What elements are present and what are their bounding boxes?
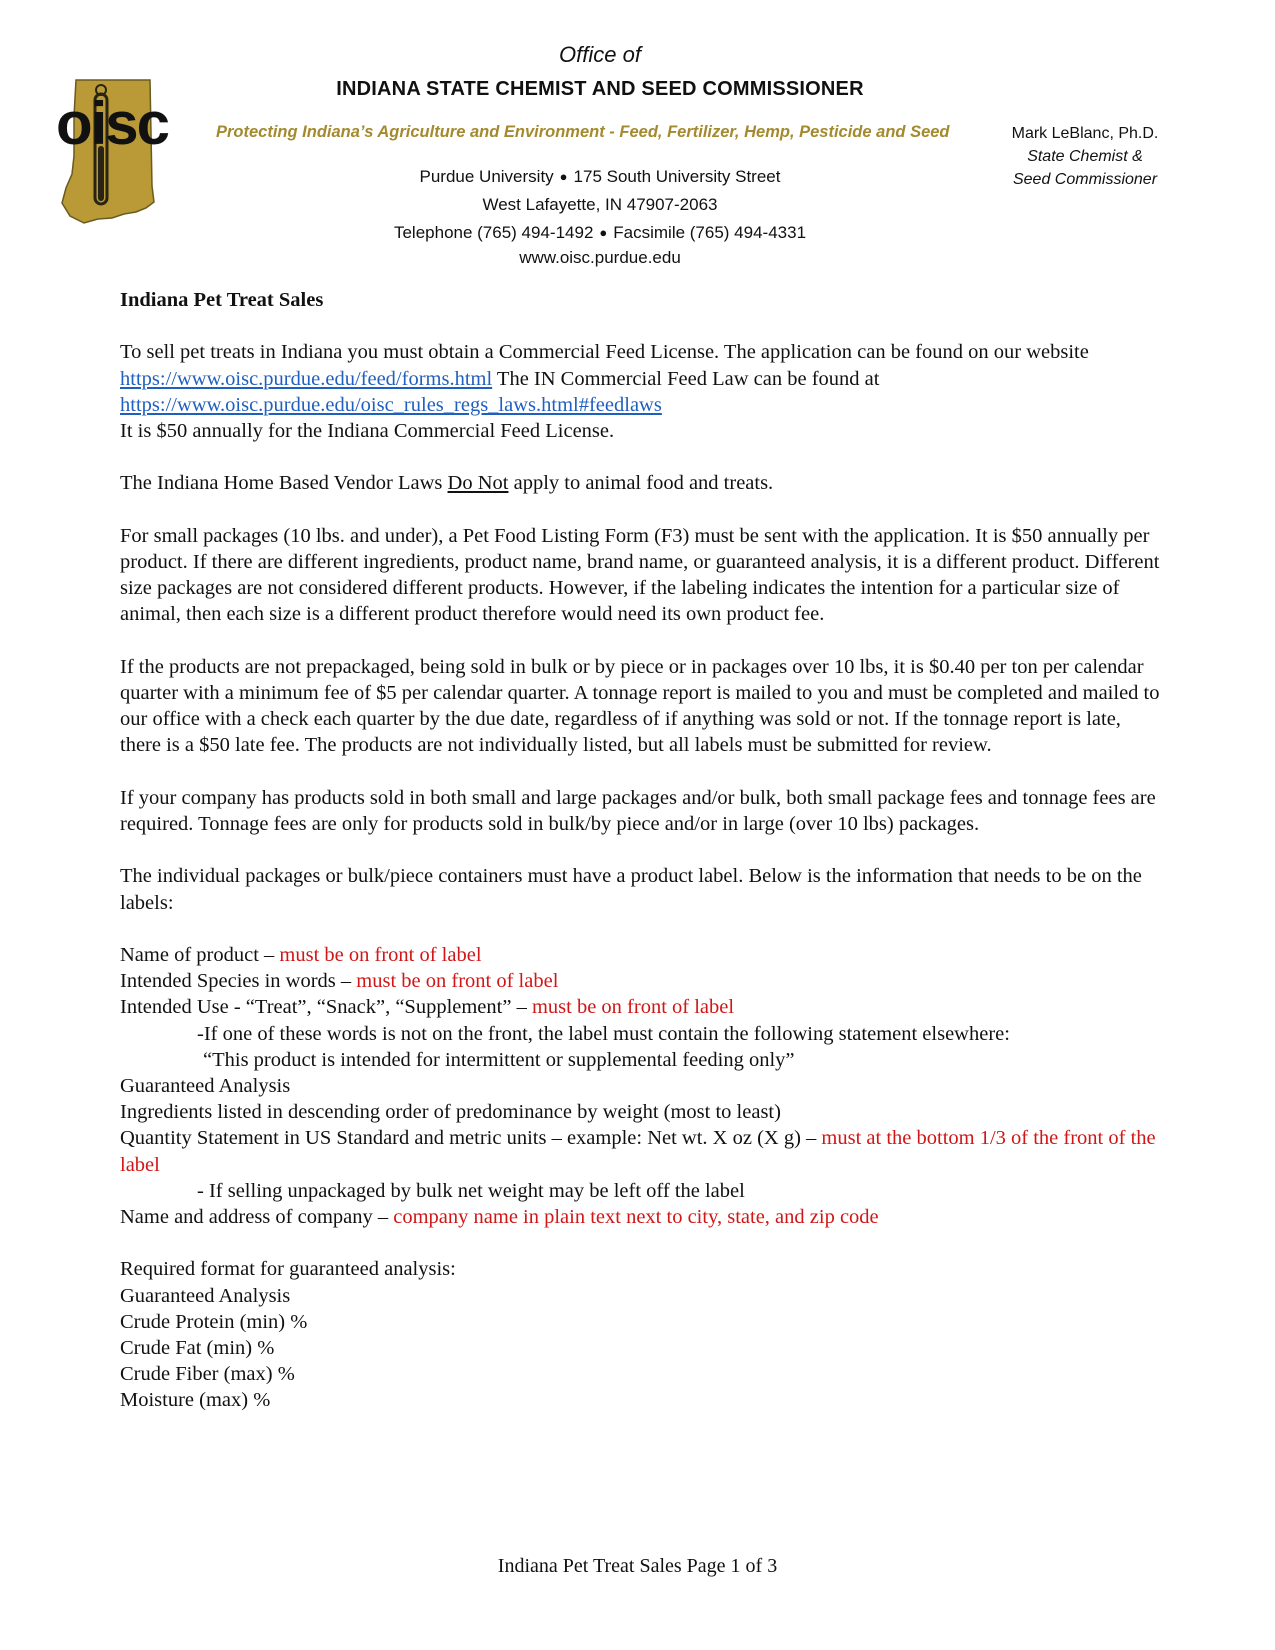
label-item-guaranteed: Guaranteed Analysis [120, 1074, 291, 1097]
item-text: Name and address of company – [120, 1206, 394, 1228]
label-intro-paragraph: The individual packages or bulk/piece containers must have a product label. Below is the information that needs to be on the labels: [120, 865, 1142, 914]
commissioner-name: Mark LeBlanc, Ph.D. [1011, 125, 1159, 142]
label-item-quantity [120, 1125, 1160, 1177]
item-text: Quantity Statement in US Standard and metric units – example: Net wt. X oz (X g) – [120, 1127, 822, 1150]
item-text: Intended Use - “Treat”, “Snack”, “Supplement” – [120, 996, 532, 1019]
commissioner-title-2: Seed Commissioner [1012, 171, 1158, 188]
requirement-text: must be on front of label [356, 970, 559, 993]
requirement-text: must be on front of label [531, 996, 735, 1019]
small-packages-paragraph: For small packages (10 lbs. and under), a Pet Food Listing Form (F3) must be sent with the application. It is $50 annually per product. If there are different ingredients, product name, brand name, or guaranteed analysis, it is a different product. Different size packages are not considered different products. However, if the labeling indicates the intention for a particular size of animal, then each size is a different product therefore would need its own product fee. [120, 524, 1160, 626]
page-footer: Indiana Pet Treat Sales Page 1 of 3 [497, 1555, 778, 1577]
license-fee-text: It is $50 annually for the Indiana Commercial Feed License. [120, 420, 615, 442]
oisc-logo [38, 76, 190, 226]
label-item-ingredients: Ingredients listed in descending order of predominance by weight (most to least) [120, 1101, 781, 1124]
address-city: West Lafayette, IN 47907-2063 [482, 195, 718, 214]
license-paragraph [120, 339, 1160, 444]
label-item-use [120, 994, 1160, 1020]
label-item-species [120, 968, 1160, 994]
facsimile: Facsimile (765) 494-4331 [613, 223, 807, 242]
combined-fees-paragraph: If your company has products sold in both small and large packages and/or bulk, both small package fees and tonnage fees are required. Tonnage fees are only for products sold in bulk/by piece and/or in large (over 10 lbs) packages. [120, 786, 1156, 835]
office-of-heading: Office of [559, 42, 641, 67]
label-use-note-1: -If one of these words is not on the front, the label must contain the following statement elsewhere: [197, 1022, 1010, 1045]
label-quantity-note: - If selling unpackaged by bulk net weight may be left off the label [197, 1179, 745, 1202]
street: 175 South University Street [573, 167, 781, 186]
home-vendor-text-b: apply to animal food and treats. [508, 472, 774, 495]
document-body [120, 287, 1160, 1414]
address-line-1 [200, 167, 1000, 187]
ga-format-line: Crude Protein (min) % [120, 1310, 308, 1333]
requirement-text: company name in plain text next to city, state, and zip code [393, 1206, 879, 1228]
agency-name: INDIANA STATE CHEMIST AND SEED COMMISSIONER [336, 78, 864, 100]
logo-text: oisc [55, 90, 169, 157]
requirement-text: must be on front of label [279, 943, 482, 966]
item-text: Intended Species in words – [120, 970, 357, 993]
telephone: Telephone (765) 494-1492 [393, 223, 594, 242]
license-text-b: The IN Commercial Feed Law can be found at [492, 367, 880, 390]
ga-format-line: Crude Fiber (max) % [120, 1363, 295, 1386]
do-not-emphasis: Do Not [447, 472, 509, 495]
agency-website[interactable]: www.oisc.purdue.edu [519, 248, 681, 267]
feed-laws-link[interactable]: https://www.oisc.purdue.edu/oisc_rules_regs_laws.html#feedlaws [120, 393, 662, 416]
ga-format-line: Crude Fat (min) % [120, 1337, 275, 1359]
commissioner-title-1: State Chemist & [1027, 148, 1143, 165]
phone-line [200, 223, 1000, 243]
ga-format-line: Moisture (max) % [120, 1389, 271, 1412]
requirement-text: must at the bottom 1/3 of the front of the label [120, 1127, 1156, 1176]
feed-forms-link[interactable]: https://www.oisc.purdue.edu/feed/forms.html [120, 367, 493, 390]
label-use-note-2: “This product is intended for intermittent or supplemental feeding only” [203, 1048, 795, 1071]
bullet-separator: ● [599, 225, 608, 240]
tagline: Protecting Indiana’s Agriculture and Environment - Feed, Fertilizer, Hemp, Pesticide and Seed [216, 123, 950, 141]
label-item-company [120, 1204, 1160, 1230]
document-title: Indiana Pet Treat Sales [120, 289, 324, 311]
home-vendor-paragraph [120, 470, 1160, 496]
license-text-a: To sell pet treats in Indiana you must obtain a Commercial Feed License. The application can be found on our website [120, 341, 1089, 364]
university: Purdue University [419, 167, 554, 186]
ga-format-heading: Required format for guaranteed analysis: [120, 1258, 456, 1281]
ga-format-line: Guaranteed Analysis [120, 1284, 291, 1307]
home-vendor-text-a: The Indiana Home Based Vendor Laws [120, 472, 448, 495]
label-item-name [120, 942, 1160, 968]
commissioner-block [1000, 122, 1170, 191]
item-text: Name of product – [120, 943, 280, 966]
bulk-paragraph: If the products are not prepackaged, being sold in bulk or by piece or in packages over 10 lbs, it is $0.40 per ton per calendar quarter with a minimum fee of $5 per calendar quarter. A tonnage report is mailed to you and must be completed and mailed to our office with a check each quarter by the due date, regardless of if anything was sold or not. If the tonnage report is late, there is a $50 late fee. The products are not individually listed, but all labels must be submitted for review. [120, 655, 1160, 757]
bullet-separator: ● [559, 169, 568, 184]
